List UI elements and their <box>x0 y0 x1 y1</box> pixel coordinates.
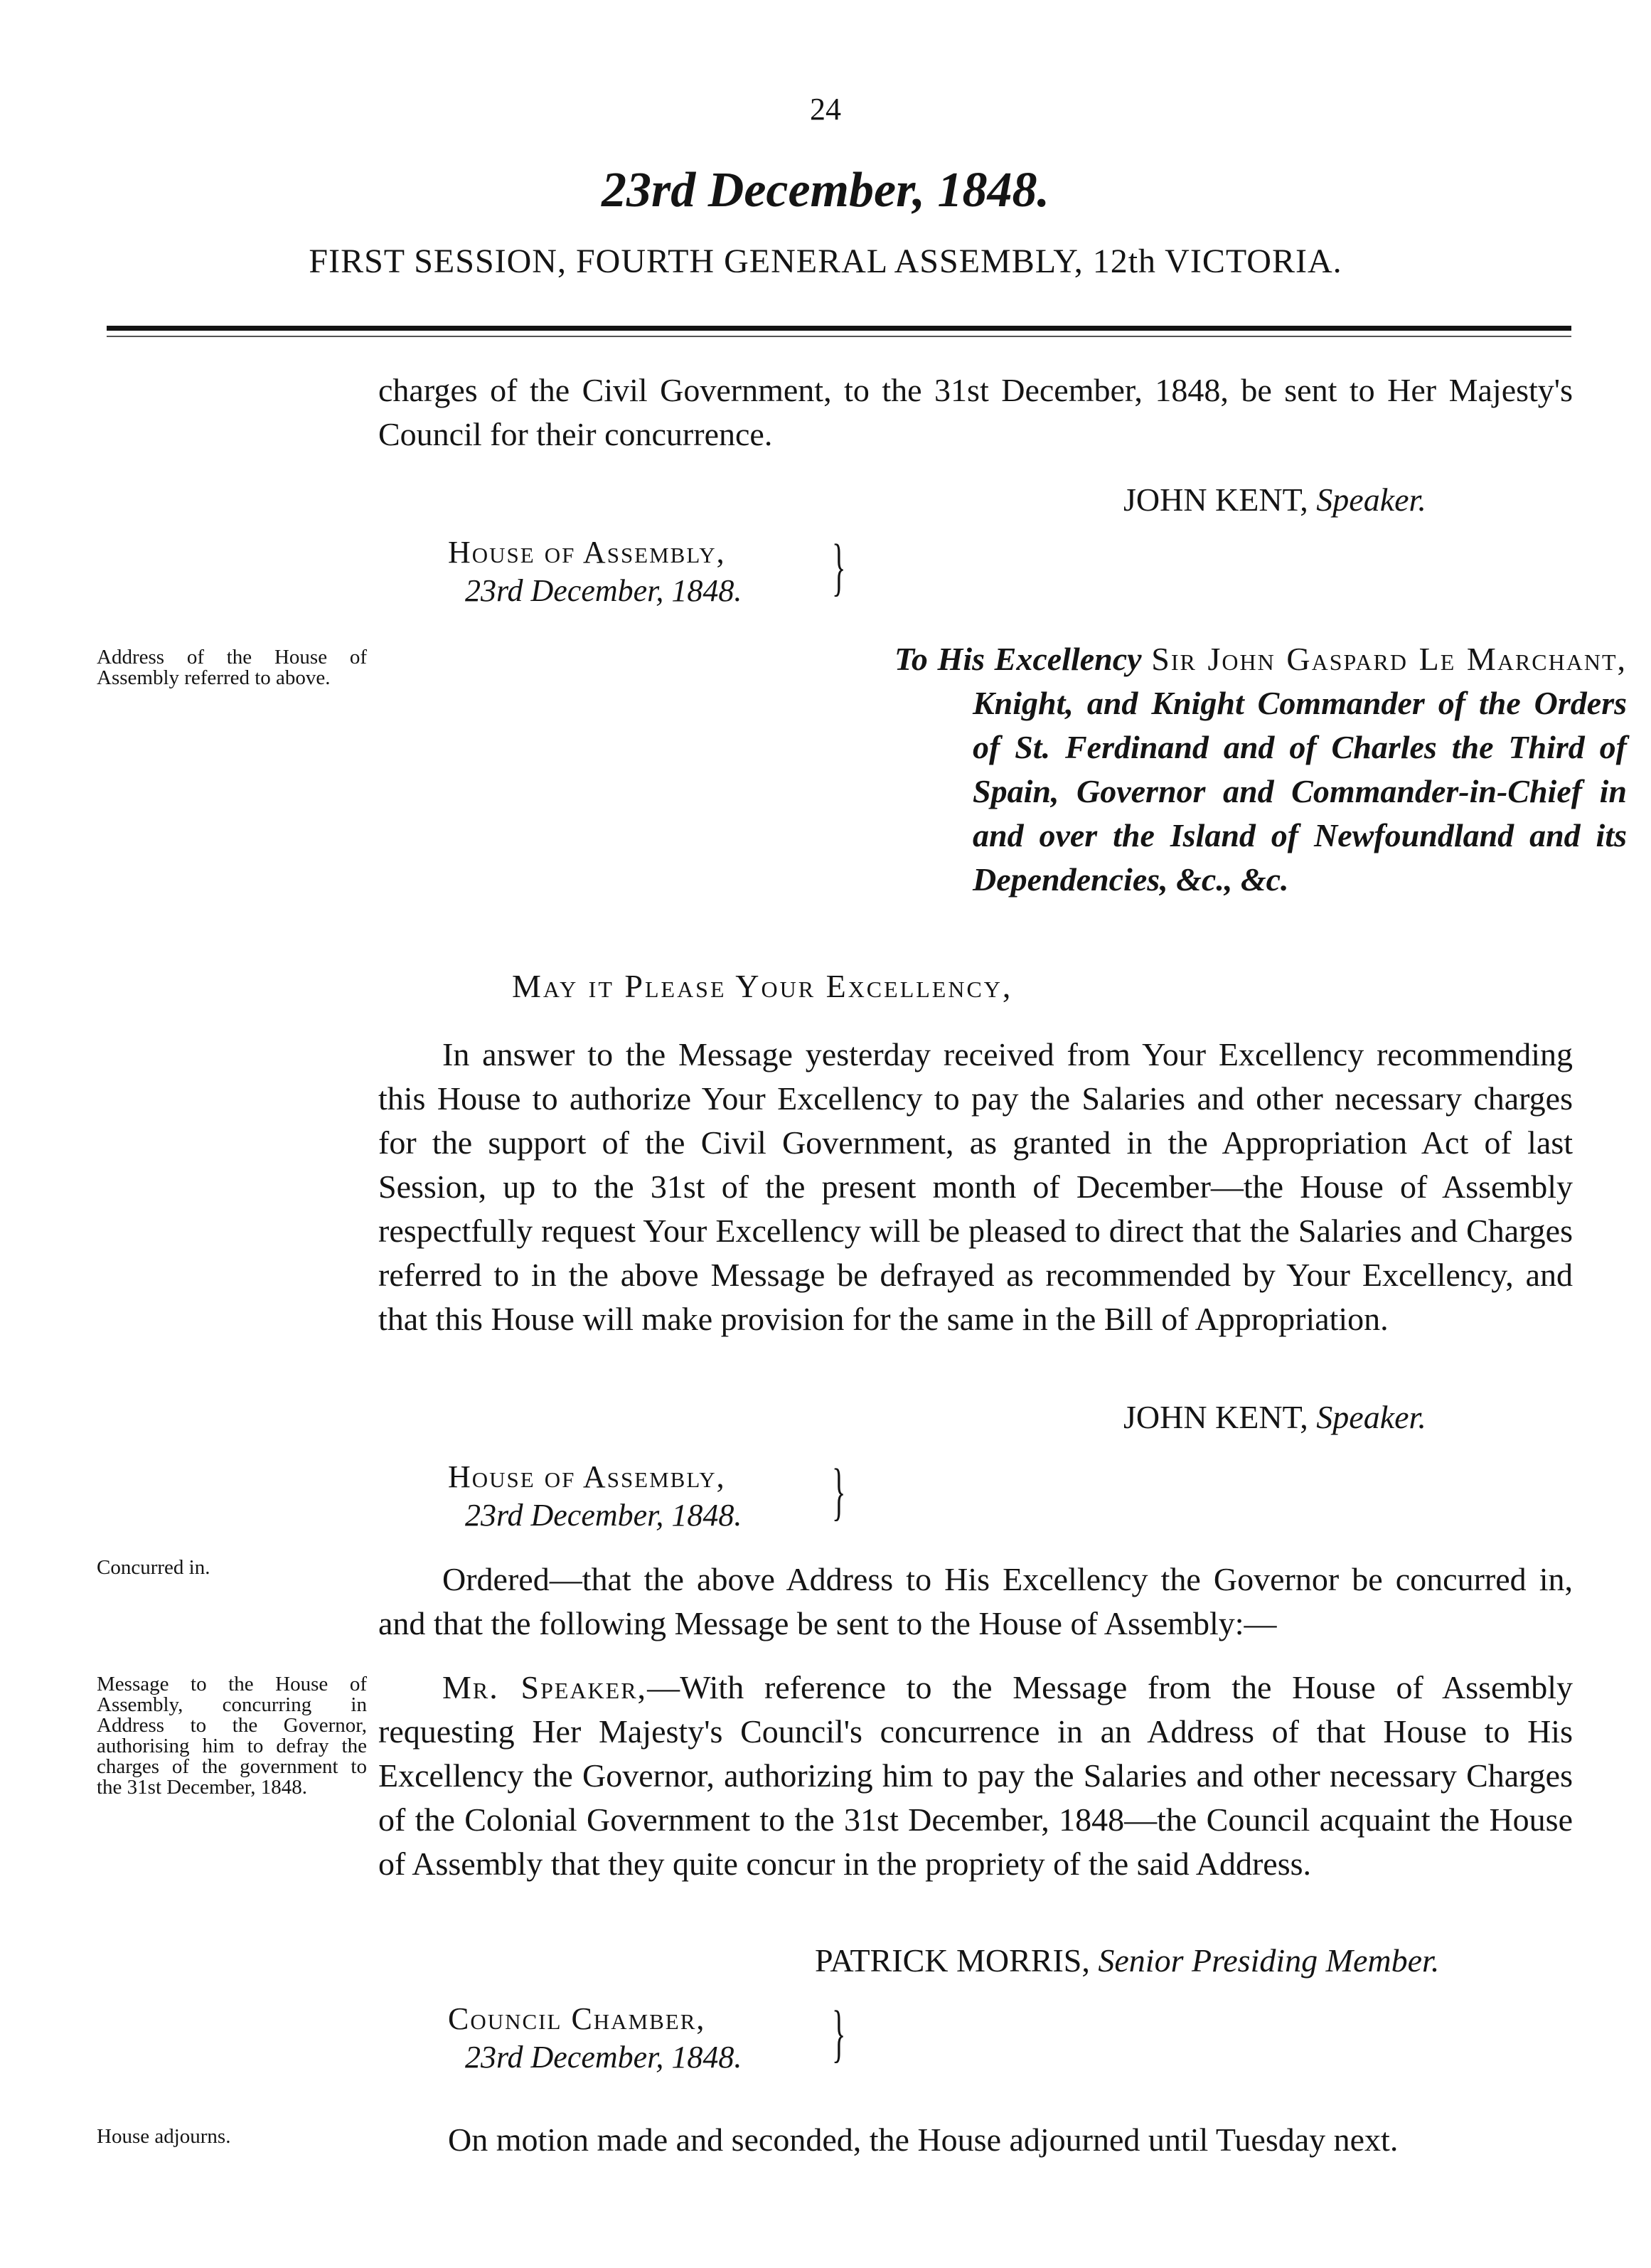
signature-name: PATRICK MORRIS, <box>815 1942 1090 1979</box>
place-date-block-1 <box>448 533 742 610</box>
order-paragraph: Ordered—that the above Address to His Excellency the Governor be concurred in, and that the following Message be sent to the House of Assembly:— <box>378 1561 1573 1641</box>
place-date-block-2 <box>448 1458 742 1535</box>
date-line: 23rd December, 1848. <box>465 573 742 608</box>
margin-note-address: Address of the House of Assembly referred to above. <box>97 646 367 689</box>
signature-kent-2 <box>1123 1398 1426 1436</box>
header-rule <box>107 326 1571 331</box>
place-line: House of Assembly, <box>448 535 726 570</box>
adjourn-line: On motion made and seconded, the House adjourned until Tuesday next. <box>448 2121 1399 2158</box>
salutation: May it Please Your Excellency, <box>512 968 1013 1004</box>
date-heading: 23rd December, 1848. <box>602 163 1049 218</box>
addressee-block <box>894 637 1627 902</box>
header-rule-thin <box>107 336 1571 337</box>
brace-2: } <box>832 1457 846 1527</box>
signature-title: Senior Presiding Member. <box>1098 1942 1440 1979</box>
addressee-prefix: To His Excellency <box>894 641 1142 677</box>
address-body: In answer to the Message yesterday received from Your Excellency recommending this House to authorize Your Excellency to pay the Salaries and other necessary charges for the support of the Civil Government, as granted in the Appropriation Act of last Session, up to the 31st of the present month of December—the House of Assembly respectfully request Your Excellency will be pleased to direct that the Salaries and Charges referred to in the above Message be defrayed as recommended by Your Excellency, and that this House will make provision for the same in the Bill of Appropriation. <box>378 1036 1573 1337</box>
signature-kent-1 <box>1123 481 1426 518</box>
signature-title: Speaker. <box>1316 1399 1426 1435</box>
addressee-titles: Knight, and Knight Commander of the Orders of St. Ferdinand and of Charles the Third of Spain, Governor and Commander-in-Chief in and over the Island of Newfoundland and its Dependencies, &c., &c. <box>973 685 1627 898</box>
message-paragraph <box>378 1666 1573 1886</box>
margin-note-concurred: Concurred in. <box>97 1556 210 1579</box>
place-line: Council Chamber, <box>448 2001 706 2036</box>
session-heading: FIRST SESSION, FOURTH GENERAL ASSEMBLY, 12th VICTORIA. <box>309 243 1342 280</box>
signature-morris <box>815 1942 1439 1979</box>
place-date-block-3 <box>448 2000 742 2077</box>
signature-title: Speaker. <box>1316 481 1426 518</box>
date-line: 23rd December, 1848. <box>465 2040 742 2075</box>
message-lead: Mr. Speaker, <box>442 1669 648 1705</box>
message-text: —With reference to the Message from the House of Assembly requesting Her Majesty's Council's concurrence in an Address of that House to His Excellency the Governor, authorizing him to pay the Salaries and other necessary Charges of the Colonial Government to the 31st December, 1848—the Council acquaint the House of Assembly that they quite concur in the propriety of the said Address. <box>378 1669 1573 1882</box>
brace-3: } <box>832 1998 846 2069</box>
signature-name: JOHN KENT, <box>1123 481 1308 518</box>
continuation-paragraph: charges of the Civil Government, to the 31st December, 1848, be sent to Her Majesty's Council for their concurrence. <box>378 372 1573 452</box>
addressee-name: Sir John Gaspard Le Marchant, <box>1151 641 1628 677</box>
signature-name: JOHN KENT, <box>1123 1399 1308 1435</box>
margin-note-message: Message to the House of Assembly, concurring in Address to the Governor, authorising him to defray the charges of the government to the 31st December, 1848. <box>97 1673 367 1799</box>
date-line: 23rd December, 1848. <box>465 1498 742 1533</box>
place-line: House of Assembly, <box>448 1459 726 1494</box>
margin-note-adjourns: House adjourns. <box>97 2125 231 2148</box>
brace-1: } <box>832 532 846 602</box>
page-number: 24 <box>810 92 841 127</box>
